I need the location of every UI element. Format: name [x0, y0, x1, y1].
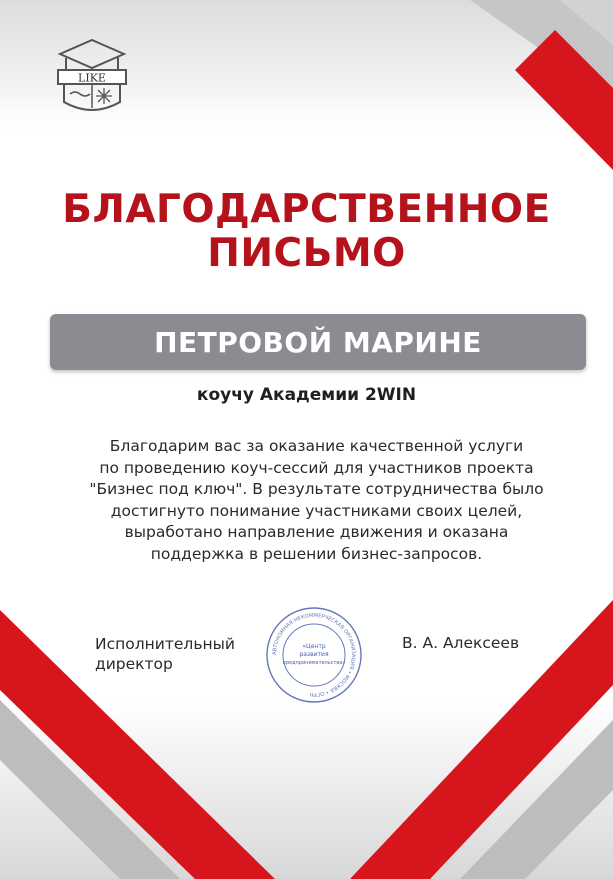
title-line-2: ПИСЬМО [207, 231, 406, 276]
handshake-icon [70, 92, 90, 96]
body-line: Благодарим вас за оказание качественной услуги [109, 437, 524, 455]
organization-stamp [264, 605, 364, 705]
recipient-role: коучу Академии 2WIN [196, 385, 417, 405]
letter-body [50, 436, 583, 565]
stamp-ring-text: АВТОНОМНАЯ НЕКОММЕРЧЕСКАЯ ОРГАНИЗАЦИЯ • МОСКВА • ОГРН [271, 612, 357, 698]
signatory-role [95, 634, 235, 674]
stamp-center-line: развития [299, 651, 329, 658]
logo-text: LIKE [78, 71, 106, 85]
stamp-center-line: предпринимательства» [282, 660, 346, 666]
recipient-name-bar [50, 314, 586, 370]
recipient-name: ПЕТРОВОЙ МАРИНЕ [154, 325, 482, 359]
star-icon [96, 88, 112, 104]
signatory-name: В. А. Алексеев [402, 634, 520, 652]
body-line: "Бизнес под ключ". В результате сотрудничества было [89, 480, 544, 498]
like-logo [52, 36, 132, 116]
signatory-role-line-1: Исполнительный [95, 635, 235, 653]
title-line-1: БЛАГОДАРСТВЕННОЕ [62, 187, 551, 232]
signatory-role-line-2: директор [95, 655, 173, 673]
body-line: поддержка в решении бизнес-запросов. [150, 544, 483, 563]
body-line: выработано направление движения и оказана [124, 523, 509, 541]
body-line: по проведению коуч-сессий для участников проекта [99, 458, 534, 477]
body-line: достигнуто понимание участниками своих целей, [110, 501, 523, 520]
stamp-center-line: «Центр [302, 643, 326, 650]
